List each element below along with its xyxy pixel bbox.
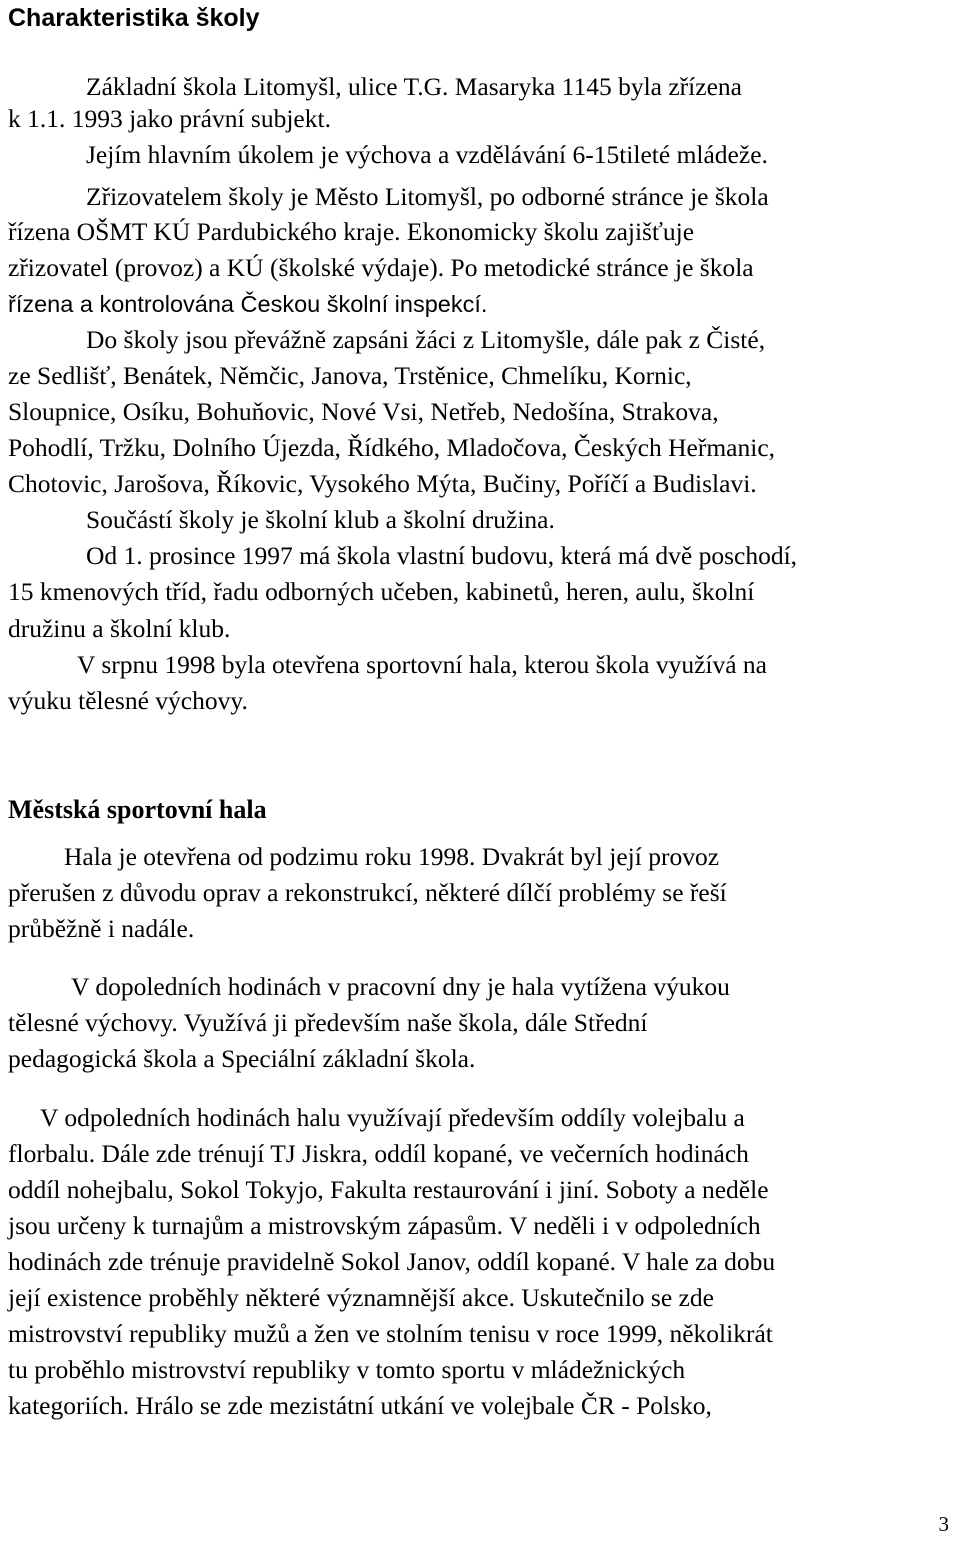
school-text-line: zřizovatel (provoz) a KÚ (školské výdaje). Po metodické stránce je škola (8, 253, 754, 282)
school-text-line: Základní škola Litomyšl, ulice T.G. Masaryka 1145 byla zřízena (86, 72, 742, 101)
school-text-line: Pohodlí, Tržku, Dolního Újezda, Řídkého, Mladočova, Českých Heřmanic, (8, 433, 776, 462)
section-heading-school: Charakteristika školy (8, 4, 260, 32)
school-text-line: výuku tělesné výchovy. (8, 686, 248, 715)
school-text-line: ze Sedlišť, Benátek, Němčic, Janova, Trstěnice, Chmelíku, Kornic, (8, 361, 692, 390)
school-text-line: řízena OŠMT KÚ Pardubického kraje. Ekonomicky školu zajišťuje (8, 217, 695, 246)
school-text-line: V srpnu 1998 byla otevřena sportovní hala, kterou škola využívá na (77, 650, 767, 679)
hall-text-line: jsou určeny k turnajům a mistrovským zápasům. V neděli i v odpoledních (8, 1211, 761, 1240)
school-text-line: k 1.1. 1993 jako právní subjekt. (8, 104, 331, 133)
school-text-line: Do školy jsou převážně zapsáni žáci z Litomyšle, dále pak z Čisté, (86, 325, 766, 354)
school-text-line: družinu a školní klub. (8, 614, 231, 643)
hall-text-line: její existence proběhly některé významnější akce. Uskutečnilo se zde (8, 1283, 714, 1312)
hall-text-line: kategoriích. Hrálo se zde mezistátní utkání ve volejbale ČR - Polsko, (8, 1391, 712, 1420)
hall-text-line: průběžně i nadále. (8, 914, 195, 943)
hall-text-line: florbalu. Dále zde trénují TJ Jiskra, oddíl kopané, ve večerních hodinách (8, 1139, 749, 1168)
hall-text-line: tělesné výchovy. Využívá ji především naše škola, dále Střední (8, 1008, 648, 1037)
school-text-line: 15 kmenových tříd, řadu odborných učeben, kabinetů, heren, aulu, školní (8, 577, 755, 606)
hall-text-line: tu proběhlo mistrovství republiky v tomto sportu v mládežnických (8, 1355, 686, 1384)
school-text-line: Jejím hlavním úkolem je výchova a vzdělávání 6-15tileté mládeže. (86, 140, 768, 169)
school-text-line: Součástí školy je školní klub a školní družina. (86, 505, 555, 534)
hall-text-line: mistrovství republiky mužů a žen ve stolním tenisu v roce 1999, několikrát (8, 1319, 773, 1348)
hall-text-line: přerušen z důvodu oprav a rekonstrukcí, některé dílčí problémy se řeší (8, 878, 727, 907)
page-number: 3 (938, 1512, 949, 1536)
hall-text-line: pedagogická škola a Speciální základní škola. (8, 1044, 476, 1073)
hall-text-line: V dopoledních hodinách v pracovní dny je hala vytížena výukou (71, 972, 730, 1001)
school-text-line: Zřizovatelem školy je Město Litomyšl, po odborné stránce je škola (86, 182, 769, 211)
section-heading-hall: Městská sportovní hala (8, 795, 267, 824)
school-text-line: Chotovic, Jarošova, Říkovic, Vysokého Mýta, Bučiny, Poříčí a Budislavi. (8, 469, 757, 498)
hall-text-line: oddíl nohejbalu, Sokol Tokyjo, Fakulta restaurování i jiní. Soboty a neděle (8, 1175, 769, 1204)
school-text-line: Sloupnice, Osíku, Bohuňovic, Nové Vsi, Netřeb, Nedošína, Strakova, (8, 397, 719, 426)
hall-text-line: hodinách zde trénuje pravidelně Sokol Janov, oddíl kopané. V hale za dobu (8, 1247, 776, 1276)
hall-text-line: V odpoledních hodinách halu využívají především oddíly volejbalu a (40, 1103, 745, 1132)
school-text-line: řízena a kontrolována Českou školní inspekcí. (8, 291, 488, 317)
hall-text-line: Hala je otevřena od podzimu roku 1998. Dvakrát byl její provoz (64, 842, 720, 871)
school-text-line: Od 1. prosince 1997 má škola vlastní budovu, která má dvě poschodí, (86, 541, 798, 570)
